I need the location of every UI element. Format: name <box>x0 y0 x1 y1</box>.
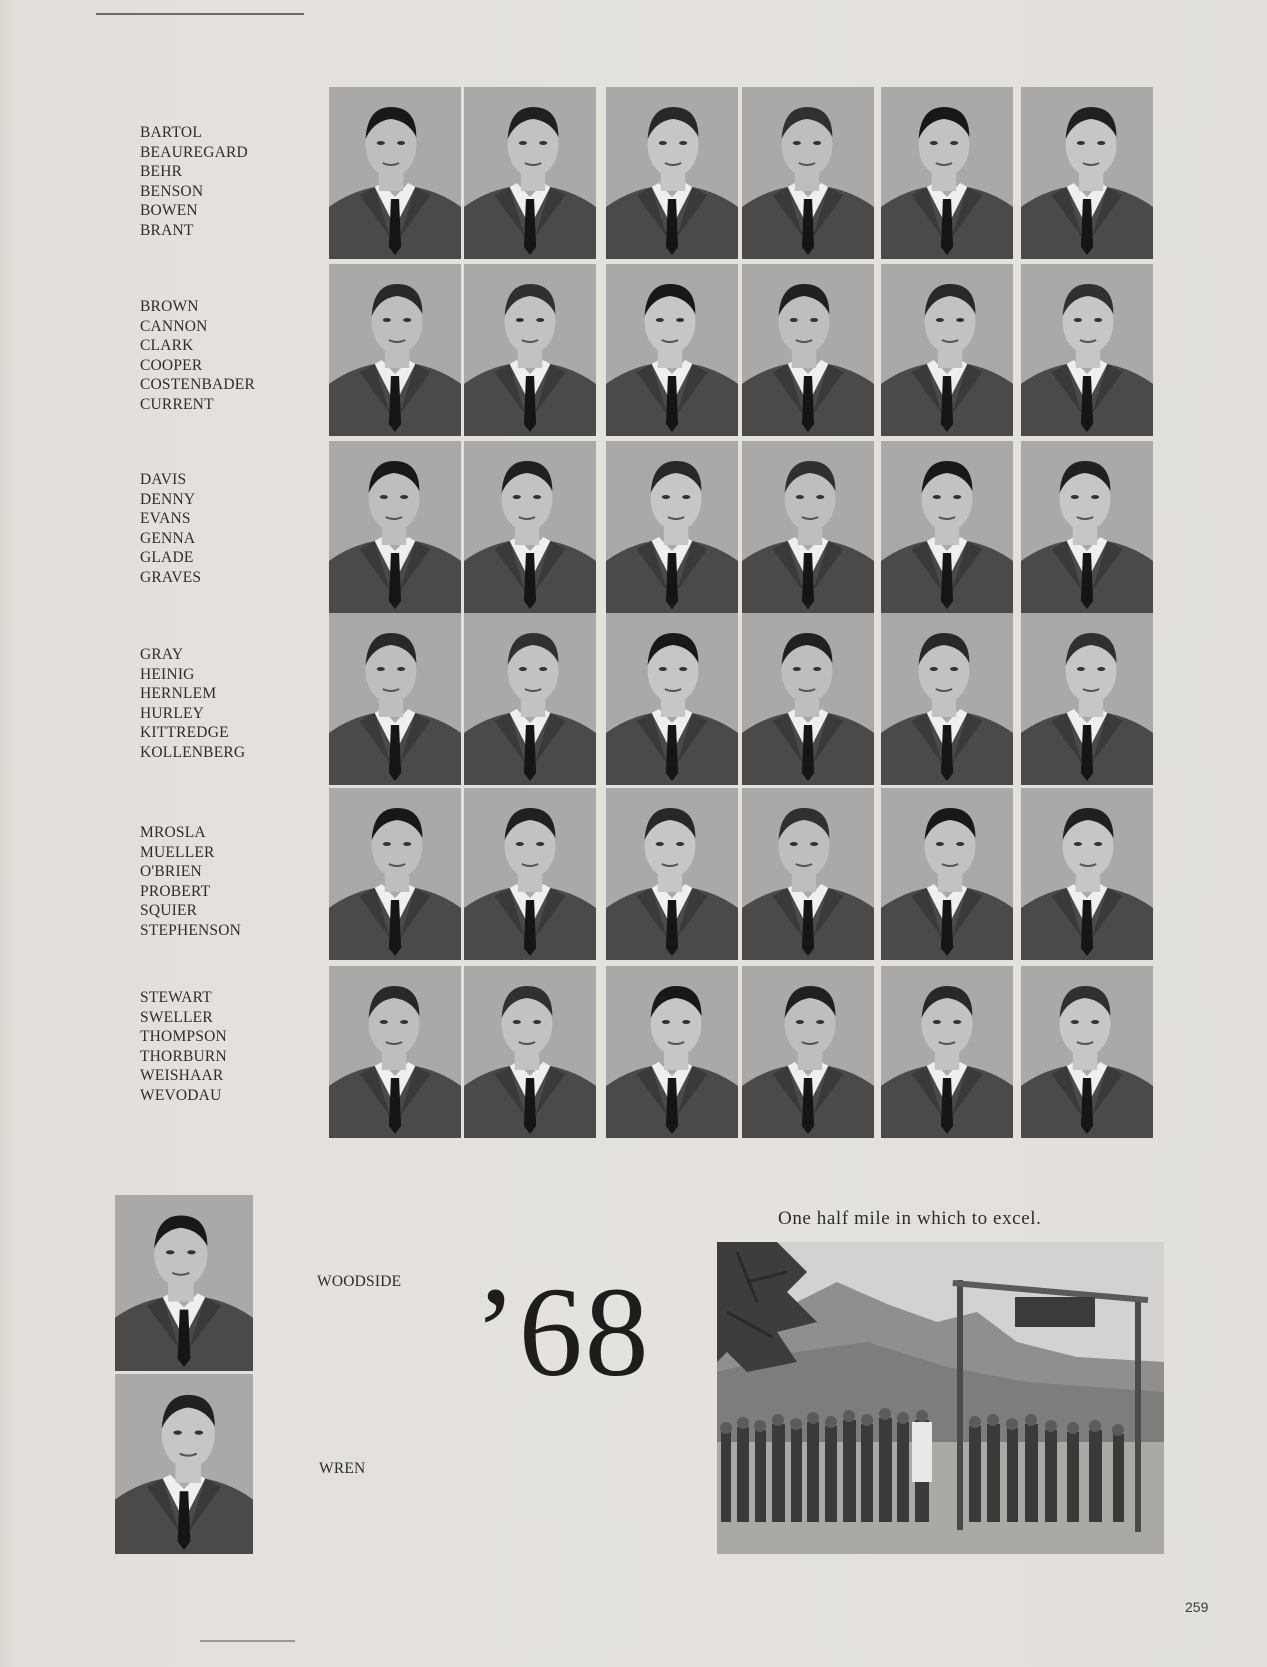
name: MUELLER <box>140 843 215 861</box>
portrait-svg <box>464 966 596 1138</box>
name: GLADE <box>140 549 194 567</box>
name: GRAY <box>140 646 184 663</box>
portrait-photo <box>606 264 738 436</box>
name: HEINIG <box>140 665 195 683</box>
portrait-svg <box>742 966 874 1138</box>
top-rule <box>96 13 304 15</box>
portrait-svg <box>881 87 1013 259</box>
name: THOMPSON <box>140 1028 227 1046</box>
name: BRANT <box>140 221 194 239</box>
portrait-svg <box>606 441 738 613</box>
portrait-svg <box>115 1374 253 1554</box>
portrait-svg <box>881 441 1013 613</box>
name: DENNY <box>140 490 196 508</box>
portrait-photo <box>1021 87 1153 259</box>
portrait-photo <box>606 966 738 1138</box>
bottom-rule <box>200 1640 295 1642</box>
name: WEVODAU <box>140 1086 222 1104</box>
portrait-svg <box>464 613 596 785</box>
portrait-photo <box>329 87 461 259</box>
portrait-svg <box>329 441 461 613</box>
name: STEWART <box>140 989 212 1006</box>
class-year: ’68 <box>474 1261 651 1403</box>
portrait-svg <box>742 441 874 613</box>
portrait-photo-wren <box>115 1374 253 1554</box>
portrait-photo <box>464 966 596 1138</box>
name: KOLLENBERG <box>140 743 246 761</box>
name: DAVIS <box>140 471 187 488</box>
portrait-photo <box>881 264 1013 436</box>
portrait-photo <box>881 966 1013 1138</box>
portrait-svg <box>1021 966 1153 1138</box>
portrait-photo <box>1021 966 1153 1138</box>
portrait-svg <box>606 966 738 1138</box>
portrait-svg <box>606 788 738 960</box>
name: BEAUREGARD <box>140 143 248 161</box>
name: CURRENT <box>140 395 214 413</box>
portrait-svg <box>742 788 874 960</box>
name-wren: WREN <box>319 1460 366 1477</box>
portrait-svg <box>742 87 874 259</box>
portrait-svg <box>464 87 596 259</box>
portrait-svg <box>329 264 461 436</box>
portrait-photo <box>742 441 874 613</box>
portrait-photo <box>1021 264 1153 436</box>
name-list-row-4 <box>140 645 310 763</box>
name: CANNON <box>140 317 208 335</box>
portrait-photo <box>881 441 1013 613</box>
portrait-photo <box>606 441 738 613</box>
name: GENNA <box>140 529 196 547</box>
name-list-row-2 <box>140 297 310 415</box>
portrait-svg <box>742 264 874 436</box>
portrait-svg <box>606 613 738 785</box>
name: HURLEY <box>140 704 205 722</box>
running-course-photo <box>717 1242 1164 1554</box>
photo-caption: One half mile in which to excel. <box>778 1208 1042 1229</box>
name: CLARK <box>140 337 194 355</box>
name: EVANS <box>140 510 191 528</box>
portrait-photo <box>329 613 461 785</box>
portrait-photo <box>606 87 738 259</box>
portrait-photo <box>881 87 1013 259</box>
portrait-svg <box>329 788 461 960</box>
portrait-svg <box>881 264 1013 436</box>
portrait-svg <box>881 613 1013 785</box>
portrait-svg <box>606 87 738 259</box>
portrait-photo <box>742 788 874 960</box>
running-course-scene <box>717 1242 1164 1554</box>
portrait-svg <box>1021 441 1153 613</box>
portrait-svg <box>1021 87 1153 259</box>
portrait-svg <box>329 966 461 1138</box>
name: PROBERT <box>140 882 211 900</box>
name-list-row-5 <box>140 823 310 941</box>
name: HERNLEM <box>140 685 217 703</box>
portrait-photo <box>742 264 874 436</box>
name: BENSON <box>140 182 204 200</box>
portrait-svg <box>464 441 596 613</box>
portrait-svg <box>1021 264 1153 436</box>
name: COSTENBADER <box>140 376 256 394</box>
name: KITTREDGE <box>140 724 229 742</box>
portrait-photo <box>329 441 461 613</box>
portrait-photo <box>1021 613 1153 785</box>
name: BEHR <box>140 163 183 181</box>
page-number: 259 <box>1185 1599 1209 1615</box>
name-list-row-3 <box>140 470 310 588</box>
portrait-svg <box>329 87 461 259</box>
portrait-photo <box>742 613 874 785</box>
name: BARTOL <box>140 124 202 141</box>
portrait-svg <box>881 966 1013 1138</box>
portrait-photo <box>464 87 596 259</box>
name: SWELLER <box>140 1008 213 1026</box>
portrait-photo-woodside <box>115 1195 253 1371</box>
portrait-svg <box>464 788 596 960</box>
portrait-svg <box>115 1195 253 1371</box>
portrait-photo <box>1021 441 1153 613</box>
name: GRAVES <box>140 568 202 586</box>
name: BROWN <box>140 298 199 315</box>
portrait-photo <box>742 87 874 259</box>
name: O'BRIEN <box>140 863 202 881</box>
name-list-row-1 <box>140 123 310 241</box>
name: THORBURN <box>140 1047 227 1065</box>
name: MROSLA <box>140 824 206 841</box>
name-list-row-6 <box>140 988 310 1106</box>
portrait-svg <box>606 264 738 436</box>
portrait-photo <box>329 788 461 960</box>
portrait-photo <box>464 613 596 785</box>
portrait-photo <box>1021 788 1153 960</box>
name-woodside: WOODSIDE <box>317 1273 402 1290</box>
portrait-svg <box>742 613 874 785</box>
portrait-svg <box>881 788 1013 960</box>
name: WEISHAAR <box>140 1067 224 1085</box>
name: COOPER <box>140 356 203 374</box>
portrait-svg <box>1021 788 1153 960</box>
portrait-photo <box>329 966 461 1138</box>
portrait-svg <box>464 264 596 436</box>
portrait-photo <box>606 788 738 960</box>
name: BOWEN <box>140 202 198 220</box>
portrait-photo <box>464 788 596 960</box>
portrait-photo <box>742 966 874 1138</box>
portrait-photo <box>464 441 596 613</box>
portrait-svg <box>1021 613 1153 785</box>
portrait-photo <box>881 613 1013 785</box>
portrait-photo <box>329 264 461 436</box>
portrait-photo <box>464 264 596 436</box>
portrait-photo <box>881 788 1013 960</box>
portrait-svg <box>329 613 461 785</box>
name: STEPHENSON <box>140 921 242 939</box>
name: SQUIER <box>140 902 198 920</box>
portrait-photo <box>606 613 738 785</box>
